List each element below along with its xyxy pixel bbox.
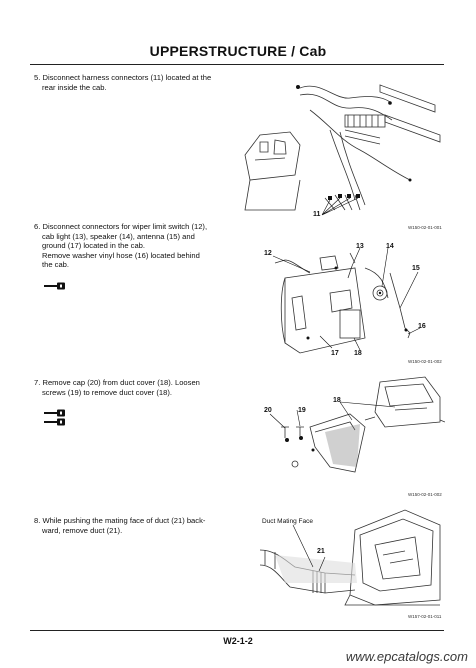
step-line: rear inside the cab. (42, 82, 107, 92)
figure-id: W150-02-01-002 (408, 359, 442, 364)
step-6 (34, 222, 230, 270)
figure-id: W150-02-01-001 (408, 225, 442, 230)
step-line: Remove washer vinyl hose (16) located behind (42, 250, 200, 260)
callout-label: 14 (386, 243, 394, 250)
step-8 (34, 516, 230, 535)
callout-label: Duct Mating Face (262, 518, 313, 525)
step-7 (34, 378, 230, 397)
step-line: screws (19) to remove duct cover (18). (42, 387, 172, 397)
wrench-icon (44, 282, 66, 290)
step-number: 6. (34, 222, 41, 231)
step-line: the cab. (42, 260, 70, 270)
header-rule (30, 64, 444, 65)
callout-label: 15 (412, 265, 420, 272)
callout-label: 20 (264, 407, 272, 414)
callout-label: 16 (418, 323, 426, 330)
wiper-light-speaker-figure (240, 238, 445, 366)
step-line: cab light (13), speaker (14), antenna (15) and (42, 231, 195, 241)
step-line: Disconnect harness connectors (11) located at the (42, 73, 212, 82)
page-number: W2-1-2 (223, 636, 253, 646)
harness-connectors-figure (240, 70, 445, 230)
wrench-icon (44, 418, 66, 426)
callout-label: 11 (313, 211, 321, 218)
step-line: ward, remove duct (21). (42, 525, 123, 535)
duct-cover-figure (255, 372, 445, 497)
callout-label: 21 (317, 548, 325, 555)
step-line: ground (17) located in the cab. (42, 241, 146, 251)
figure-id: W157-02-01-011 (408, 614, 442, 619)
step-number: 7. (34, 378, 41, 387)
step-5 (34, 73, 230, 92)
step-line: Remove cap (20) from duct cover (18). Loosen (42, 378, 200, 387)
figure-id: W150-02-01-002 (408, 492, 442, 497)
callout-label: 13 (356, 243, 364, 250)
footer-rule (30, 630, 444, 631)
watermark: www.epcatalogs.com (345, 649, 468, 664)
callout-label: 17 (331, 350, 339, 357)
step-line: Disconnect connectors for wiper limit switch (12), (42, 222, 208, 231)
callout-label: 12 (264, 250, 272, 257)
callout-label: 18 (333, 397, 341, 404)
page-title: UPPERSTRUCTURE / Cab (149, 43, 327, 59)
callout-label: 19 (298, 407, 306, 414)
wrench-icon (44, 409, 66, 417)
step-number: 5. (34, 73, 41, 82)
step-line: While pushing the mating face of duct (21) back- (42, 516, 206, 525)
step-number: 8. (34, 516, 41, 525)
callout-label: 18 (354, 350, 362, 357)
